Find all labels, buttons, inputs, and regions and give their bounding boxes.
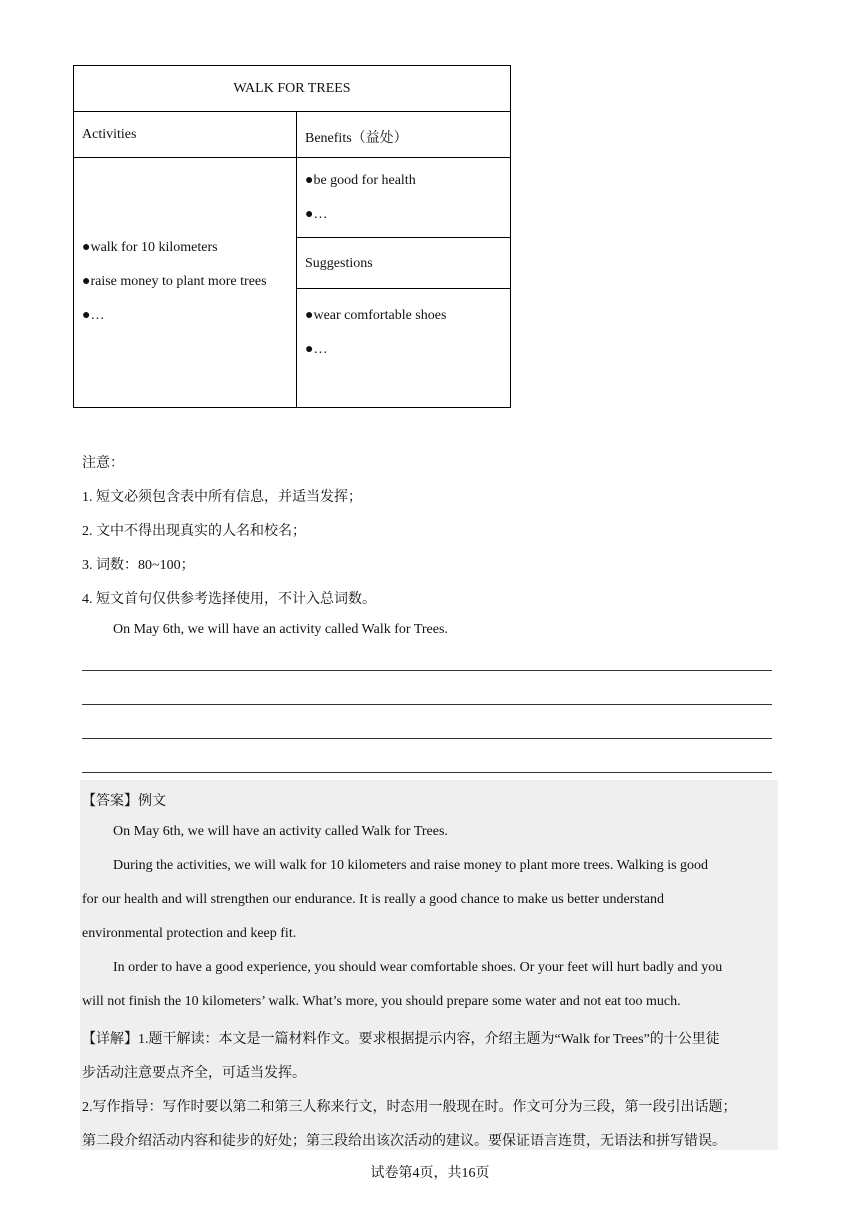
explanation-line: 步活动注意要点齐全，可适当发挥。 <box>82 1066 306 1081</box>
answer-line: environmental protection and keep fit. <box>82 926 297 941</box>
writing-line <box>82 772 772 773</box>
note-item: 3. 词数：80~100； <box>82 558 195 573</box>
note-item: 4. 短文首句仅供参考选择使用，不计入总词数。 <box>82 592 376 607</box>
table-divider <box>74 157 510 158</box>
page-footer: 试卷第4页，共16页 <box>370 1166 490 1181</box>
writing-line <box>82 704 772 705</box>
answer-line: will not finish the 10 kilometers’ walk. What’s more, you should prepare some water and not eat too much. <box>82 994 681 1009</box>
answer-line: During the activities, we will walk for 10 kilometers and raise money to plant more trees. Walking is good <box>113 858 709 873</box>
opening-sentence: On May 6th, we will have an activity called Walk for Trees. <box>113 622 448 637</box>
answer-line: In order to have a good experience, you should wear comfortable shoes. Or your feet will hurt badly and you <box>113 960 723 975</box>
benefit-item: ●be good for health <box>305 173 416 188</box>
explanation-line: 2.写作指导：写作时要以第二和第三人称来行文，时态用一般现在时。作文可分为三段，第一段引出话题； <box>82 1100 737 1115</box>
note-item: 1. 短文必须包含表中所有信息，并适当发挥； <box>82 490 362 505</box>
activities-header: Activities <box>82 127 137 142</box>
walk-for-trees-table <box>73 65 511 408</box>
notes-heading: 注意： <box>82 456 124 471</box>
activity-item: ●raise money to plant more trees <box>82 274 267 289</box>
explanation-line: 第二段介绍活动内容和徒步的好处；第三段给出该次活动的建议。要保证语言连贯，无语法和拼写错误。 <box>82 1134 726 1149</box>
suggestion-item: ●wear comfortable shoes <box>305 308 447 323</box>
table-divider <box>296 237 510 238</box>
activity-item: ●walk for 10 kilometers <box>82 240 218 255</box>
answer-line: On May 6th, we will have an activity called Walk for Trees. <box>113 824 448 839</box>
writing-line <box>82 738 772 739</box>
benefits-header: Benefits（益处） <box>305 131 408 146</box>
explanation-line: 【详解】1.题干解读：本文是一篇材料作文。要求根据提示内容，介绍主题为“Walk for Trees”的十公里徒 <box>82 1032 720 1047</box>
table-divider <box>296 111 297 407</box>
suggestions-header: Suggestions <box>305 256 373 271</box>
suggestion-item: ●… <box>305 342 328 357</box>
answer-line: for our health and will strengthen our endurance. It is really a good chance to make us better understand <box>82 892 664 907</box>
note-item: 2. 文中不得出现真实的人名和校名； <box>82 524 306 539</box>
benefit-item: ●… <box>305 207 328 222</box>
table-divider <box>74 111 510 112</box>
answer-label: 【答案】例文 <box>82 794 166 809</box>
writing-line <box>82 670 772 671</box>
table-divider <box>296 288 510 289</box>
activity-item: ●… <box>82 308 105 323</box>
table-title: WALK FOR TREES <box>233 81 351 96</box>
